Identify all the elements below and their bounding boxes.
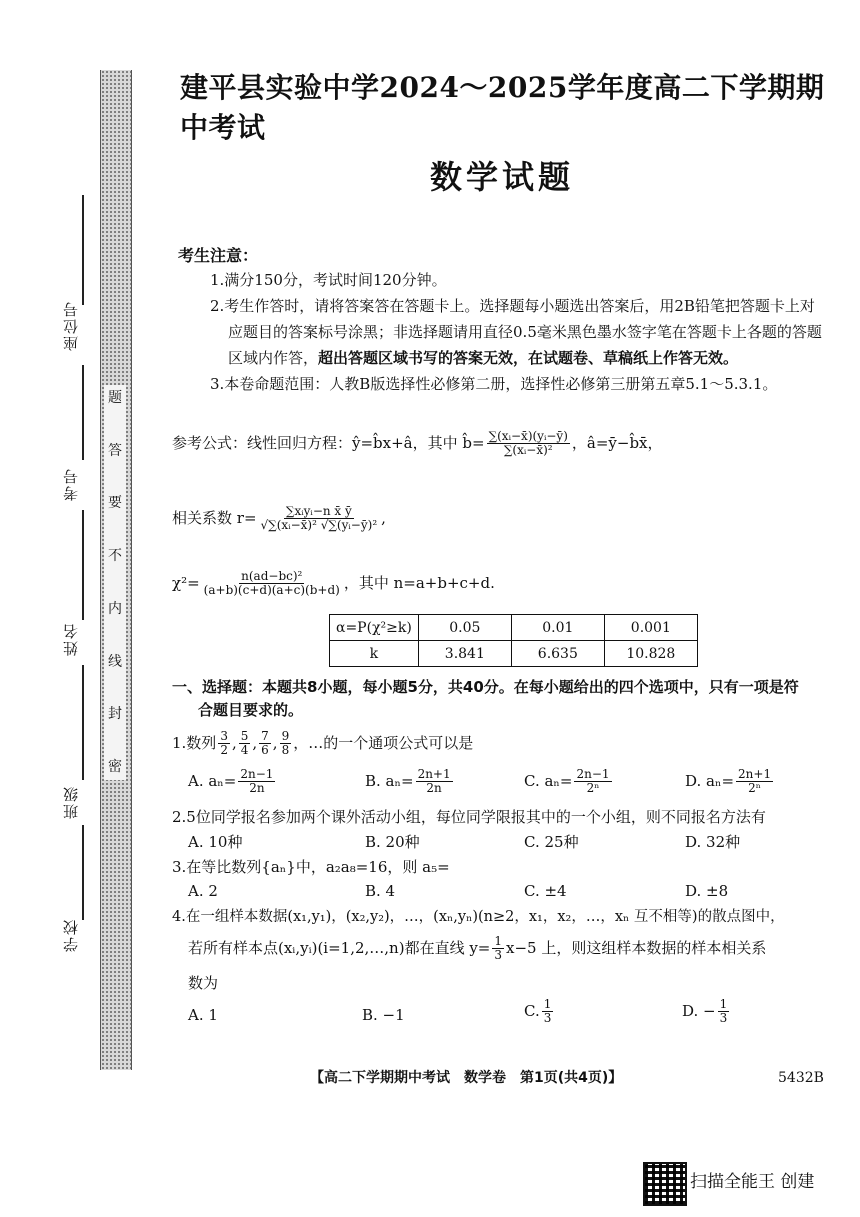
seal-text: 题 答 要 不 内 线 封 密 [104, 385, 126, 780]
notice-item-3: 3.本卷命题范围：人教B版选择性必修第二册，选择性必修第三册第五章5.1～5.3.1。 [210, 375, 778, 393]
option-fraction: $\frac{2n+1}{2n}$ [417, 767, 451, 795]
option-4c: C. $\frac{1}{3}$ [524, 997, 552, 1025]
question-2-stem: 2.5位同学报名参加两个课外活动小组，每位同学限报其中的一个小组，则不同报名方法有 [172, 808, 766, 826]
option-2a: A. 10种 [188, 833, 243, 851]
paper-code: 5432B [778, 1070, 824, 1086]
option-1a: A. aₙ= $\frac{2n-1}{2n}$ [188, 767, 274, 795]
regression-formula: 参考公式：线性回归方程：ŷ=b̂x+â，其中 b̂= $\frac{\text{∑(xᵢ−x̄)(yᵢ−ȳ)}}{\text{∑(xᵢ−x̄)²}}$ ，â=ȳ−b̂x̄， [172, 429, 663, 457]
option-2b: B. 20种 [365, 833, 420, 851]
option-2d: D. 32种 [685, 833, 741, 851]
qr-code-icon [643, 1162, 687, 1206]
option-4b: B. −1 [362, 1006, 405, 1024]
binding-line [82, 365, 84, 460]
seq-term: $\frac{7}{6}$ [261, 729, 269, 757]
field-name: 姓名 [62, 622, 80, 656]
slope-fraction: $\frac{1}{3}$ [494, 934, 503, 962]
chi-square-formula: χ²= $\frac{\text{n(ad−bc)²}}{(a+b)(c+d)(a+c)(b+d)}$ ，其中 n=a+b+c+d. [172, 569, 495, 597]
option-4a: A. 1 [188, 1006, 218, 1024]
seq-term: $\frac{5}{4}$ [240, 729, 249, 757]
notice-heading: 考生注意： [178, 246, 259, 265]
field-school: 学校 [62, 918, 80, 952]
seq-term: $\frac{9}{8}$ [281, 729, 290, 757]
option-fraction: $\frac{1}{3}$ [719, 997, 728, 1025]
b-hat-fraction: $\frac{\text{∑(xᵢ−x̄)(yᵢ−ȳ)}}{\text{∑(xᵢ−x̄)²}}$ [488, 429, 568, 457]
table-row: k 3.841 6.635 10.828 [330, 641, 698, 667]
question-4-stem-cont: 若所有样本点(xᵢ,yᵢ)(i=1,2,…,n)都在直线 y= $\frac{1}{3}$ x−5 上，则这组样本数据的样本相关系 [188, 934, 767, 962]
field-seat-number: 座位号 [62, 300, 80, 351]
option-1c: C. aₙ= $\frac{2n-1}{\text{2ⁿ}}$ [524, 767, 610, 795]
page-footer: 【高二下学期期中考试 数学卷 第1页(共4页)】 [310, 1070, 623, 1086]
option-3a: A. 2 [188, 882, 218, 900]
option-3d: D. ±8 [685, 882, 729, 900]
question-1-stem: 1.数列 $\frac{3}{2}$ , $\frac{5}{4}$ , $\frac{7}{6}$ , $\frac{9}{8}$ ，…的一个通项公式可以是 [172, 729, 474, 757]
section-heading-cont: 合题目要求的。 [198, 701, 304, 719]
option-1d: D. aₙ= $\frac{2n+1}{\text{2ⁿ}}$ [685, 767, 772, 795]
section-heading: 一、选择题：本题共8小题，每小题5分，共40分。在每小题给出的四个选项中，只有一项是符 [172, 678, 799, 696]
option-4d: D. − $\frac{1}{3}$ [682, 997, 728, 1025]
option-3b: B. 4 [365, 882, 396, 900]
notice-item-1: 1.满分150分，考试时间120分钟。 [210, 271, 447, 289]
notice-item-2: 2.考生作答时，请将答案答在答题卡上。选择题每小题选出答案后，用2B铅笔把答题卡上对 [210, 297, 815, 315]
option-fraction: $\frac{1}{3}$ [543, 997, 552, 1025]
question-3-stem: 3.在等比数列{aₙ}中，a₂a₈=16，则 a₅= [172, 858, 450, 876]
correlation-formula: 相关系数 r= $\frac{\text{∑xᵢyᵢ−n x̄ ȳ}}{\text{√∑(xᵢ−x̄)² √∑(yᵢ−ȳ)²}}$ , [172, 504, 386, 532]
option-fraction: $\frac{2n-1}{\text{2ⁿ}}$ [576, 767, 610, 795]
binding-line [82, 825, 84, 920]
question-4-stem-end: 数为 [188, 974, 219, 992]
field-exam-number: 考号 [62, 467, 80, 501]
exam-title: 建平县实验中学2024～2025学年度高二下学期期中考试 [180, 71, 825, 144]
scanner-watermark: 扫描全能王 创建 [690, 1172, 815, 1192]
critical-value-table [329, 614, 698, 667]
field-class: 班级 [62, 785, 80, 819]
option-fraction: $\frac{2n+1}{\text{2ⁿ}}$ [738, 767, 772, 795]
binding-line [82, 510, 84, 620]
option-3c: C. ±4 [524, 882, 567, 900]
option-1b: B. aₙ= $\frac{2n+1}{2n}$ [365, 767, 451, 795]
option-2c: C. 25种 [524, 833, 579, 851]
binding-line [82, 665, 84, 780]
notice-item-2-end: 区域内作答，超出答题区域书写的答案无效，在试题卷、草稿纸上作答无效。 [228, 349, 739, 367]
question-4-stem: 4.在一组样本数据(x₁,y₁)，(x₂,y₂)，…，(xₙ,yₙ)(n≥2，x₁，x₂，…，xₙ 互不相等)的散点图中， [172, 909, 785, 925]
seq-term: $\frac{3}{2}$ [220, 729, 228, 757]
table-row: α=P(χ²≥k) 0.05 0.01 0.001 [330, 615, 698, 641]
exam-subtitle: 数学试题 [430, 158, 575, 196]
option-fraction: $\frac{2n-1}{2n}$ [240, 767, 274, 795]
r-fraction: $\frac{\text{∑xᵢyᵢ−n x̄ ȳ}}{\text{√∑(xᵢ−x̄)² √∑(yᵢ−ȳ)²}}$ [260, 504, 378, 532]
notice-item-2-cont: 应题目的答案标号涂黑；非选择题请用直径0.5毫米黑色墨水签字笔在答题卡上各题的答题 [228, 323, 822, 341]
binding-line [82, 195, 84, 305]
notice-warning: 超出答题区域书写的答案无效，在试题卷、草稿纸上作答无效。 [318, 349, 739, 367]
chi-fraction: $\frac{\text{n(ad−bc)²}}{(a+b)(c+d)(a+c)(b+d)}$ [203, 569, 340, 597]
